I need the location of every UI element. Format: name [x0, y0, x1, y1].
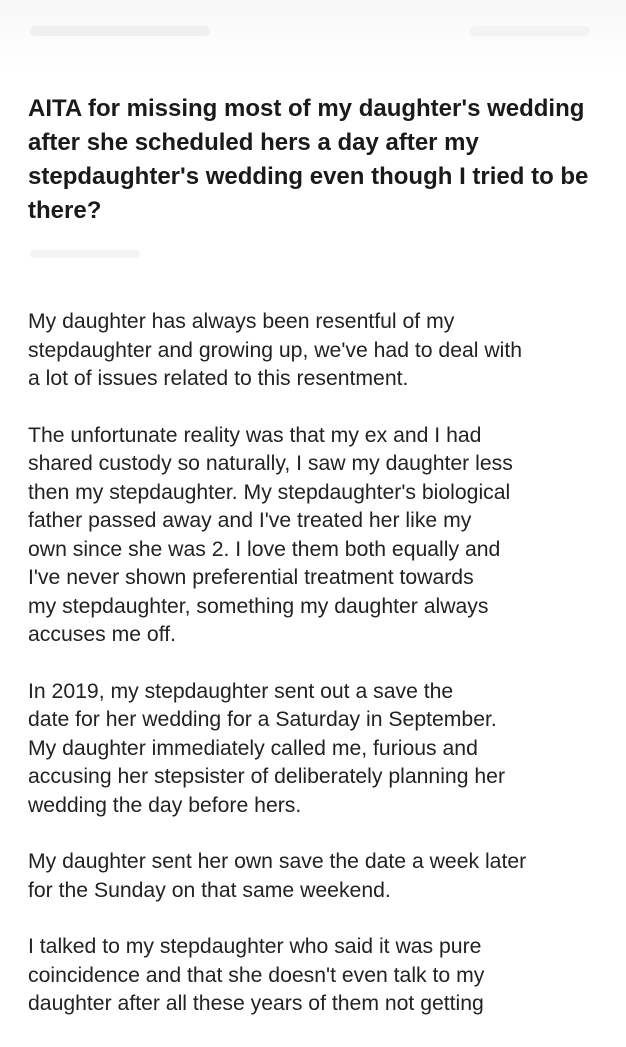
post-title: AITA for missing most of my daughter's wedding after she scheduled hers a day after my stepdaughter's wedding even though I tried to be there?: [28, 95, 589, 224]
post-paragraph: I talked to my stepdaughter who said it was pure coincidence and that she doesn't even talk to my daughter after all these years of them not getting: [28, 935, 485, 1015]
post-paragraph: The unfortunate reality was that my ex and I had shared custody so naturally, I saw my daughter less then my stepdaughter. My stepdaughter's biological father passed away and I've treated her like my own since she was 2. I love them both equally and I've never shown preferential treatment towards my stepdaughter, something my daughter always accuses me off.: [28, 423, 513, 646]
post-paragraph: My daughter has always been resentful of my stepdaughter and growing up, we've had to deal with a lot of issues related to this resentment.: [28, 310, 523, 390]
faded-post-meta: [30, 250, 140, 258]
post-body: [28, 308, 613, 1047]
faded-header-bar: [470, 26, 590, 36]
post-paragraph: In 2019, my stepdaughter sent out a save the date for her wedding for a Saturday in September. My daughter immediately called me, furious and accusing her stepsister of deliberately planning her wedding the day before hers.: [28, 679, 505, 817]
faded-header-bar: [30, 26, 210, 36]
post-paragraph: My daughter sent her own save the date a week later for the Sunday on that same weekend.: [28, 850, 527, 902]
top-faded-header: [0, 0, 626, 70]
